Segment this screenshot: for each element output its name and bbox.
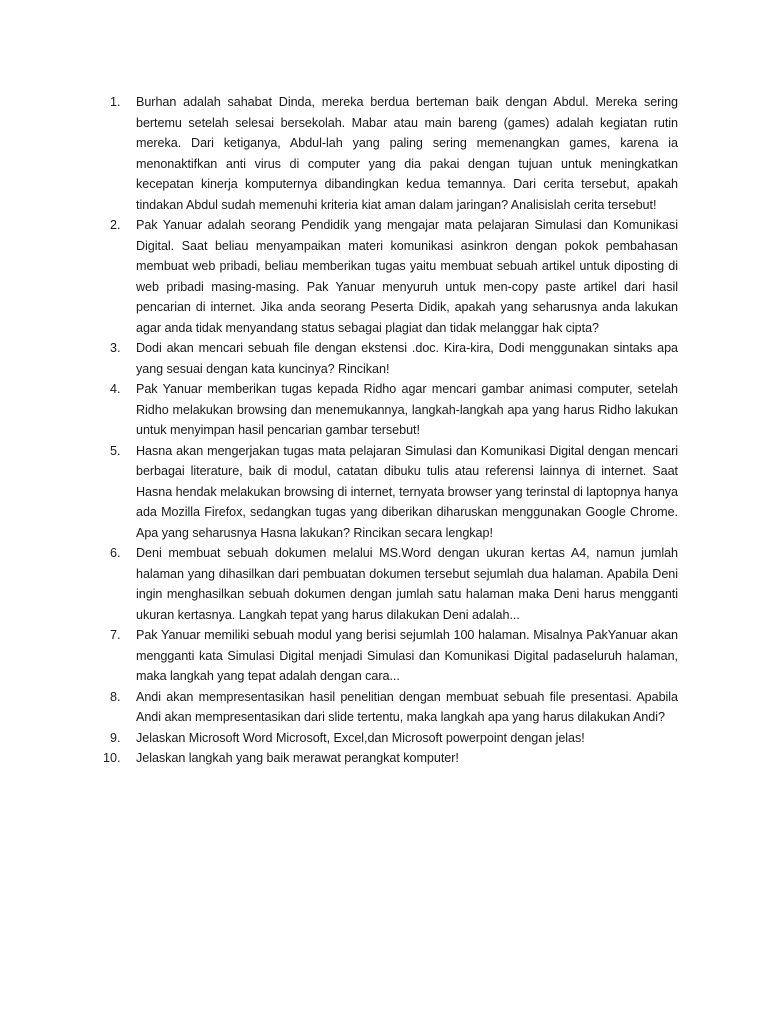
question-text: Pak Yanuar adalah seorang Pendidik yang mengajar mata pelajaran Simulasi dan Komunikasi Digital. Saat beliau menyampaikan materi komunikasi asinkron dengan pokok pembahasan membuat web pribadi, beliau memberikan tugas yaitu membuat sebuah artikel untuk diposting di web pribadi masing-masing. Pak Yanuar menyuruh untuk men-copy paste artikel dari hasil pencarian di internet. Jika anda seorang Peserta Didik, apakah yang seharusnya anda lakukan agar anda tidak menyandang status sebagai plagiat dan tidak melanggar hak cipta?	[136, 218, 678, 335]
question-text: Dodi akan mencari sebuah file dengan ekstensi .doc. Kira-kira, Dodi menggunakan sintaks apa yang sesuai dengan kata kuncinya? Rincikan!	[136, 341, 678, 376]
question-number: 6.	[110, 546, 121, 560]
question-text: Hasna akan mengerjakan tugas mata pelajaran Simulasi dan Komunikasi Digital dengan mencari berbagai literature, baik di modul, catatan dibuku tulis atau referensi lainnya di internet. Saat Hasna hendak melakukan browsing di internet, ternyata browser yang terinstal di laptopnya hanya ada Mozilla Firefox, sedangkan tugas yang diberikan diharuskan menggunakan Google Chrome. Apa yang seharusnya Hasna lakukan? Rincikan secara lengkap!	[136, 443, 679, 540]
question-number: 4.	[110, 382, 121, 396]
question-number: 7.	[110, 628, 121, 642]
list-item	[100, 543, 678, 625]
question-number: 10.	[103, 751, 121, 765]
question-text: Pak Yanuar memberikan tugas kepada Ridho agar mencari gambar animasi computer, setelah Ridho melakukan browsing dan menemukannya, langkah-langkah apa yang harus Ridho lakukan untuk menyimpan hasil pencarian gambar tersebut!	[136, 382, 678, 437]
list-item	[100, 338, 678, 379]
list-item	[100, 687, 678, 728]
question-number: 2.	[110, 218, 121, 232]
question-number: 9.	[110, 730, 121, 745]
list-item	[100, 379, 678, 441]
question-text: Burhan adalah sahabat Dinda, mereka berdua berteman baik dengan Abdul. Mereka sering bertemu setelah selesai bersekolah. Mabar atau main bareng (games) adalah kegiatan rutin mereka. Dari ketiganya, Abdul-lah yang paling sering memenangkan games, karena ia menonaktifkan anti virus di computer yang dia pakai dengan tujuan untuk meningkatkan kecepatan kinerja komputernya dibandingkan kedua temannya. Dari cerita tersebut, apakah tindakan Abdul sudah memenuhi kriteria kiat aman dalam jaringan? Analisislah cerita tersebut!	[136, 95, 678, 212]
list-item	[100, 92, 678, 215]
question-number: 3.	[110, 341, 121, 355]
list-item	[100, 748, 678, 769]
question-list	[100, 92, 678, 769]
question-text: Andi akan mempresentasikan hasil penelitian dengan membuat sebuah file presentasi. Apabila Andi akan mempresentasikan dari slide tertentu, maka langkah apa yang harus dilakukan Andi?	[136, 689, 678, 724]
question-number: 1.	[110, 95, 121, 109]
question-text: Pak Yanuar memiliki sebuah modul yang berisi sejumlah 100 halaman. Misalnya PakYanuar akan mengganti kata Simulasi Digital menjadi Simulasi dan Komunikasi Digital padaseluruh halaman, maka langkah yang tepat adalah dengan cara...	[136, 628, 678, 683]
question-text: Jelaskan langkah yang baik merawat perangkat komputer!	[136, 751, 459, 765]
question-text: Jelaskan Microsoft Word Microsoft, Excel,dan Microsoft powerpoint dengan jelas!	[136, 730, 585, 745]
list-item	[100, 215, 678, 338]
question-text: Deni membuat sebuah dokumen melalui MS.Word dengan ukuran kertas A4, namun jumlah halaman yang dihasilkan dari pembuatan dokumen tersebut sejumlah dua halaman. Apabila Deni ingin menghasilkan sebuah dokumen dengan jumlah satu halaman maka Deni harus mengganti ukuran kertasnya. Langkah tepat yang harus dilakukan Deni adalah...	[136, 546, 678, 622]
question-number: 8.	[110, 689, 121, 704]
list-item	[100, 625, 678, 687]
list-item	[100, 441, 678, 544]
question-number: 5.	[110, 443, 121, 458]
list-item	[100, 728, 678, 749]
